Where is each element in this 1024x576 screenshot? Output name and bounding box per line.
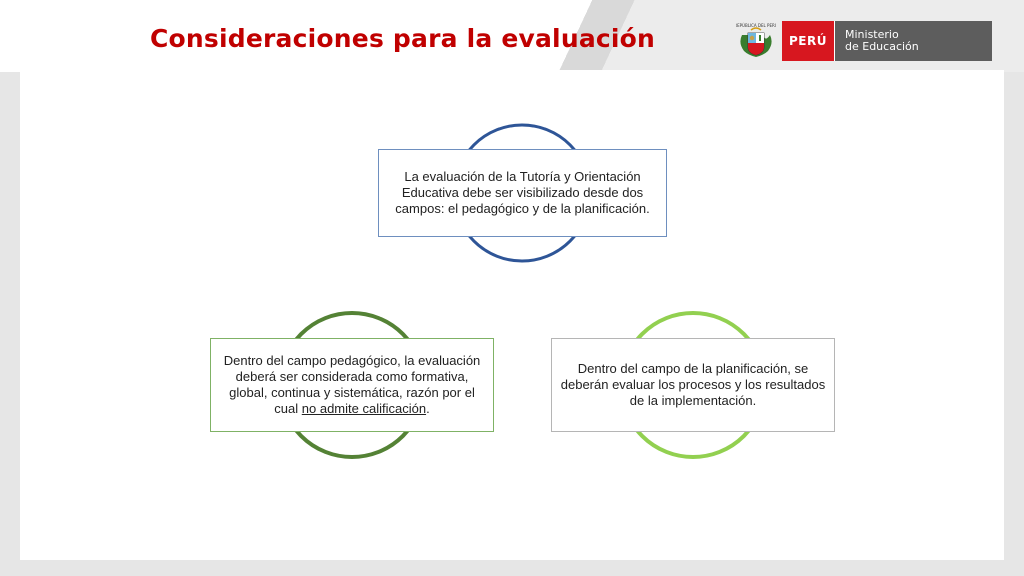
- left-box: [210, 338, 494, 432]
- left-box-text-after: .: [426, 401, 430, 416]
- peru-label: PERÚ: [782, 21, 834, 61]
- ministry-line2: de Educación: [845, 40, 919, 53]
- left-box-text: [217, 353, 487, 417]
- right-box: [551, 338, 835, 432]
- slide-title: Consideraciones para la evaluación: [150, 24, 656, 53]
- left-box-text-before: Dentro del campo pedagógico, la evaluación deberá ser considerada como formativa, global, continua y sistemática, razón por el cual: [223, 353, 481, 416]
- right-box-text: Dentro del campo de la planificación, se deberán evaluar los procesos y los resultados de la implementación.: [560, 361, 826, 408]
- left-box-text-underlined: no admite calificación: [301, 401, 427, 416]
- top-box: [378, 149, 667, 237]
- top-box-text: La evaluación de la Tutoría y Orientación Educativa debe ser visibilizado desde dos campos: el pedagógico y de la planificación.: [395, 169, 650, 216]
- crest-text: REPÚBLICA DEL PERÚ: [736, 23, 776, 28]
- ministry-line1: Ministerio: [845, 28, 899, 41]
